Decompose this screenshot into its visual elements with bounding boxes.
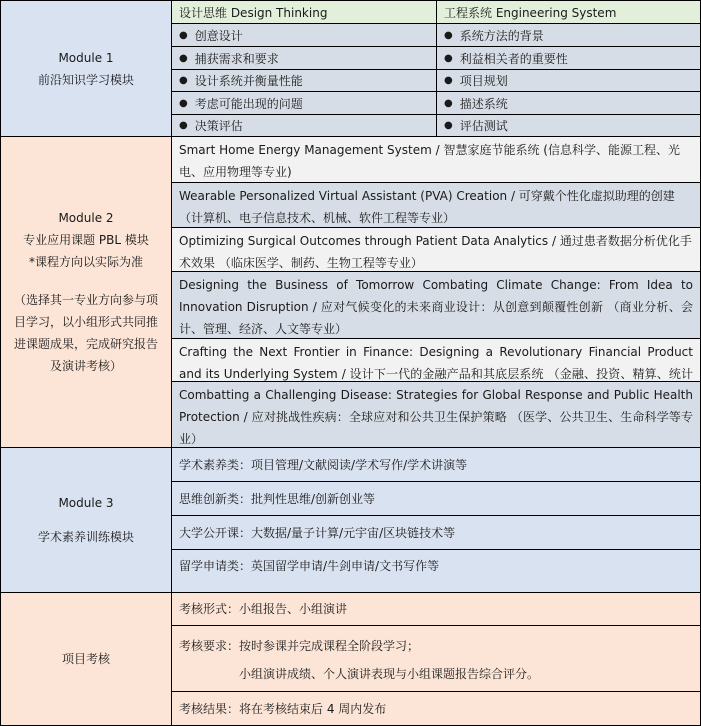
bullet-icon: ●: [179, 75, 188, 86]
training-item-text: 思维创新类：批判性思维/创新创业等: [179, 491, 376, 506]
module2-note: *课程方向以实际为准: [28, 255, 143, 269]
module3-title: Module 3: [58, 496, 114, 510]
project-row: [171, 227, 701, 272]
assessment-result-row: [171, 691, 701, 726]
module2-subtitle: 专业应用课题 PBL 模块: [23, 233, 149, 247]
bullet-icon: ●: [179, 120, 188, 131]
list-item: [171, 46, 437, 70]
list-item-text: 利益相关者的重要性: [459, 51, 568, 66]
list-item: [436, 69, 701, 92]
project-row: [171, 381, 701, 448]
training-item: [171, 481, 701, 516]
assessment-requirement-line2: 小组演讲成绩、个人演讲表现与小组课题报告综合评分。: [239, 667, 540, 681]
list-item-text: 描述系统: [459, 96, 508, 111]
project-text: Wearable Personalized Virtual Assistant (PVA) Creation / 可穿戴个性化虚拟助理的创建（计算机、电子信息技术、机械、软件工程等专业）: [179, 189, 675, 225]
assessment-label-cell: [0, 592, 172, 726]
training-item: [171, 447, 701, 482]
module2-label-cell: [0, 136, 172, 448]
list-item: [436, 91, 701, 115]
engineering-system-header: [436, 0, 701, 24]
project-text: Smart Home Energy Management System / 智慧家庭节能系统 (信息科学、能源工程、光电、应用物理等专业): [179, 143, 680, 179]
training-item-text: 留学申请类：英国留学申请/牛剑申请/文书写作等: [179, 559, 440, 573]
assessment-form-text: 考核形式：小组报告、小组演讲: [179, 602, 348, 616]
training-item-text: 大学公开课：大数据/量子计算/元宇宙/区块链技术等: [179, 525, 456, 540]
bullet-icon: ●: [179, 52, 188, 64]
module1-title: Module 1: [58, 50, 114, 65]
bullet-icon: ●: [444, 52, 453, 64]
assessment-result-text: 考核结果：将在考核结束后 4 周内发布: [179, 701, 387, 716]
module3-subtitle: 学术素养训练模块: [37, 530, 134, 544]
project-text: Crafting the Next Frontier in Finance: Designing a Revolutionary Financial Product and its Underlying System / 设计下一代的金融产品和其底层系统 （金融、投资、精算、统计: [179, 345, 693, 381]
list-item-text: 系统方法的背景: [459, 28, 544, 43]
project-row: [171, 136, 701, 183]
list-item-text: 考虑可能出现的问题: [194, 96, 303, 111]
bullet-icon: ●: [179, 29, 188, 41]
training-item: [171, 549, 701, 593]
bullet-icon: ●: [444, 97, 453, 109]
project-text: Combatting a Challenging Disease: Strategies for Global Response and Public Health Protection / 应对挑战性疾病：全球应对和公共卫生保护策略 （医学、公共卫生、生命科学等专业）: [179, 388, 693, 446]
design-thinking-header-text: 设计思维 Design Thinking: [179, 5, 328, 20]
list-item-text: 项目规划: [459, 74, 508, 88]
project-row: [171, 182, 701, 228]
design-thinking-header: [171, 0, 437, 24]
engineering-system-header-text: 工程系统 Engineering System: [444, 5, 617, 20]
module2-description: （选择其一专业方向参与项目学习，以小组形式共同推进课题成果，完成研究报告及演讲考核）: [13, 293, 158, 373]
list-item: [171, 91, 437, 115]
list-item-text: 决策评估: [194, 119, 243, 133]
project-row: [171, 338, 701, 382]
list-item: [436, 23, 701, 47]
assessment-requirement-line1: 考核要求：按时参课并完成课程全阶段学习；: [179, 639, 420, 653]
project-row: [171, 271, 701, 339]
list-item-text: 设计系统并衡量性能: [194, 74, 303, 88]
bullet-icon: ●: [444, 29, 453, 41]
list-item: [436, 46, 701, 70]
list-item: [171, 23, 437, 47]
assessment-title: 项目考核: [61, 652, 110, 666]
module1-subtitle: 前沿知识学习模块: [37, 72, 134, 87]
list-item: [436, 114, 701, 137]
project-text: Designing the Business of Tomorrow Combating Climate Change: From Idea to Innovation Disruption / 应对气候变化的未来商业设计：从创意到颠覆性创新 （商业分析、会计、管理、经济、人文等专业）: [179, 278, 693, 336]
bullet-icon: ●: [444, 75, 453, 86]
bullet-icon: ●: [179, 97, 188, 109]
module2-title: Module 2: [58, 211, 114, 225]
list-item-text: 创意设计: [194, 28, 243, 43]
training-item-text: 学术素养类：项目管理/文献阅读/学术写作/学术讲演等: [179, 457, 468, 472]
list-item-text: 捕获需求和要求: [194, 51, 279, 66]
project-text: Optimizing Surgical Outcomes through Patient Data Analytics / 通过患者数据分析优化手术效果 （临床医学、制药、生物工程等专业）: [179, 234, 692, 270]
list-item: [171, 69, 437, 92]
list-item: [171, 114, 437, 137]
module1-label-cell: [0, 0, 172, 137]
module3-label-cell: [0, 447, 172, 593]
bullet-icon: ●: [444, 120, 453, 131]
training-item: [171, 515, 701, 550]
assessment-form-row: [171, 592, 701, 626]
assessment-requirement-row: [171, 625, 701, 692]
list-item-text: 评估测试: [459, 119, 508, 133]
